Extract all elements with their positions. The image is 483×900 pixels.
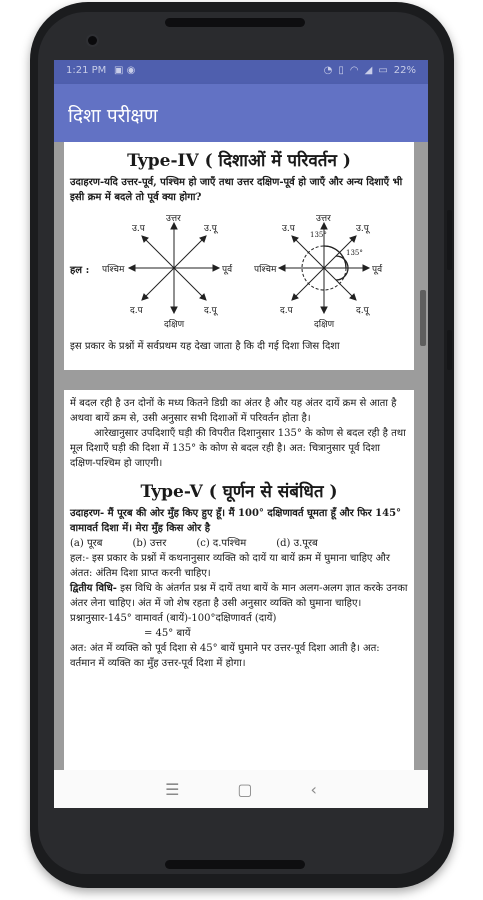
vibrate-icon: ▯ — [338, 65, 344, 76]
para-1: में बदल रही है उन दोनों के मध्य कितने डिग्री का अंतर है और यह अंतर दायें क्रम से आता है अथवा बायें क्रम से, उसी अनुसार सभी दिशाओं में परिवर्तन होता है। — [70, 398, 397, 424]
calc-line-1: प्रश्नानुसार-145° वामावर्त (बायें)-100°दक्षिणावर्त (दायें) — [70, 613, 277, 624]
type-iv-footer: इस प्रकार के प्रश्नों में सर्वप्रथम यह देखा जाता है कि दी गई दिशा जिस दिशा — [70, 341, 340, 352]
bottom-speaker — [165, 860, 305, 869]
app-title: दिशा परीक्षण — [68, 105, 158, 127]
earpiece-speaker — [165, 18, 305, 27]
angle-label-1: 135° — [310, 231, 327, 239]
label-west-2: पश्चिम — [254, 265, 277, 275]
scrollbar-thumb[interactable] — [420, 290, 426, 346]
solution-label: हल : — [70, 265, 90, 276]
label-sw-2: द.प — [280, 306, 293, 316]
label-east: पूर्व — [222, 265, 233, 275]
battery-icon: ▭ — [378, 65, 388, 76]
label-se-2: द.पू — [356, 306, 369, 316]
front-camera-icon — [88, 36, 97, 45]
type-iv-example: उदाहरण-यदि उत्तर-पूर्व, पश्चिम हो जाएँ तथा उत्तर दक्षिण-पूर्व हो जाएँ और अन्य दिशाएँ भी इसी क्रम में बदले तो पूर्व क्या होगा? — [70, 177, 403, 203]
solution-1: हल:- इस प्रकार के प्रश्नों में कथनानुसार व्यक्ति को दायें या बायें क्रम में घुमाना चाहिए और अंतत: अंतिम दिशा प्राप्त करनी चाहिए। — [70, 553, 390, 579]
battery-percent: 22% — [393, 65, 416, 76]
menu-nav-icon[interactable]: ☰ — [165, 779, 180, 799]
wifi-icon: ◠ — [349, 65, 359, 76]
label-north: उत्तर — [166, 214, 181, 224]
phone-screen — [54, 60, 428, 808]
para-2: आरेखानुसार उपदिशाएँ घड़ी की विपरीत दिशानुसार 135° के कोण से बदल रही है तथा मूल दिशाएँ घड़ी की दिशा में 135° के कोण से बदल रही है। अत: चित्रानुसार पूर्व दिशा दक्षिण-पश्चिम हो जाएगी। — [70, 428, 406, 469]
home-nav-icon[interactable]: ▢ — [237, 779, 253, 799]
signal-icon: ◢ — [364, 65, 373, 76]
status-bar — [54, 60, 428, 84]
label-south-2: दक्षिण — [314, 320, 335, 330]
label-ne: उ.पू — [204, 224, 217, 234]
solution-2-label: द्वितीय विधि- — [70, 583, 117, 594]
label-se: द.पू — [204, 306, 217, 316]
solution-2-text: इस विधि के अंतर्गत प्रश्न में दायें तथा बायें के मान अलग-अलग ज्ञात करके उनका अंतर लेना चाहिए। अंत में जो शेष रहता है उसी अनुसार व्यक्ति को घुमाना चाहिए। — [70, 583, 408, 609]
label-sw: द.प — [130, 306, 143, 316]
label-ne-2: उ.पू — [356, 224, 369, 234]
conclusion: अत: अंत में व्यक्ति को पूर्व दिशा से 45° बायें घुमाने पर उत्तर-पूर्व दिशा आती है। अत: वर्तमान में व्यक्ति का मुँह उत्तर-पूर्व दिशा में होगा। — [70, 643, 380, 669]
app-bar — [54, 84, 428, 142]
compass-left — [129, 223, 219, 313]
solution-2 — [64, 581, 414, 611]
label-east-2: पूर्व — [372, 265, 383, 275]
power-button — [447, 330, 452, 370]
content-page-2 — [64, 390, 414, 770]
content-page-1 — [64, 142, 414, 370]
notification-icons: ▣ ◉ — [114, 65, 136, 76]
label-north-2: उत्तर — [316, 214, 331, 224]
type-v-heading: Type-V ( घूर्णन से संबंधित ) — [140, 482, 338, 502]
status-right — [324, 65, 416, 76]
type-v-example: उदाहरण- मैं पूरब की ओर मुँह किए हुए हूँ। मैं 100° दक्षिणावर्त घूमता हूँ और फिर 145° वामावर्त दिशा में। मेरा मुँह किस ओर है — [70, 508, 402, 534]
direction-diagrams — [64, 209, 414, 337]
label-nw: उ.प — [132, 224, 145, 234]
label-west: पश्चिम — [102, 265, 125, 275]
content-scroll-area[interactable] — [54, 142, 428, 770]
calc-line-2: = 45° बायें — [144, 628, 191, 639]
back-nav-icon[interactable]: ‹ — [310, 779, 317, 799]
status-time: 1:21 PM — [66, 65, 107, 76]
option-c: (c) द.पश्चिम — [196, 538, 247, 549]
option-d: (d) उ.पूरब — [276, 538, 318, 549]
navigation-bar — [54, 770, 428, 808]
alarm-icon: ◔ — [323, 65, 333, 76]
label-south: दक्षिण — [164, 320, 185, 330]
option-a: (a) पूरब — [70, 538, 103, 549]
option-b: (b) उत्तर — [132, 538, 167, 549]
options-row — [64, 536, 414, 551]
angle-label-2: 135° — [346, 249, 363, 257]
volume-button — [447, 210, 452, 270]
label-nw-2: उ.प — [282, 224, 295, 234]
type-iv-heading: Type-IV ( दिशाओं में परिवर्तन ) — [127, 151, 351, 171]
